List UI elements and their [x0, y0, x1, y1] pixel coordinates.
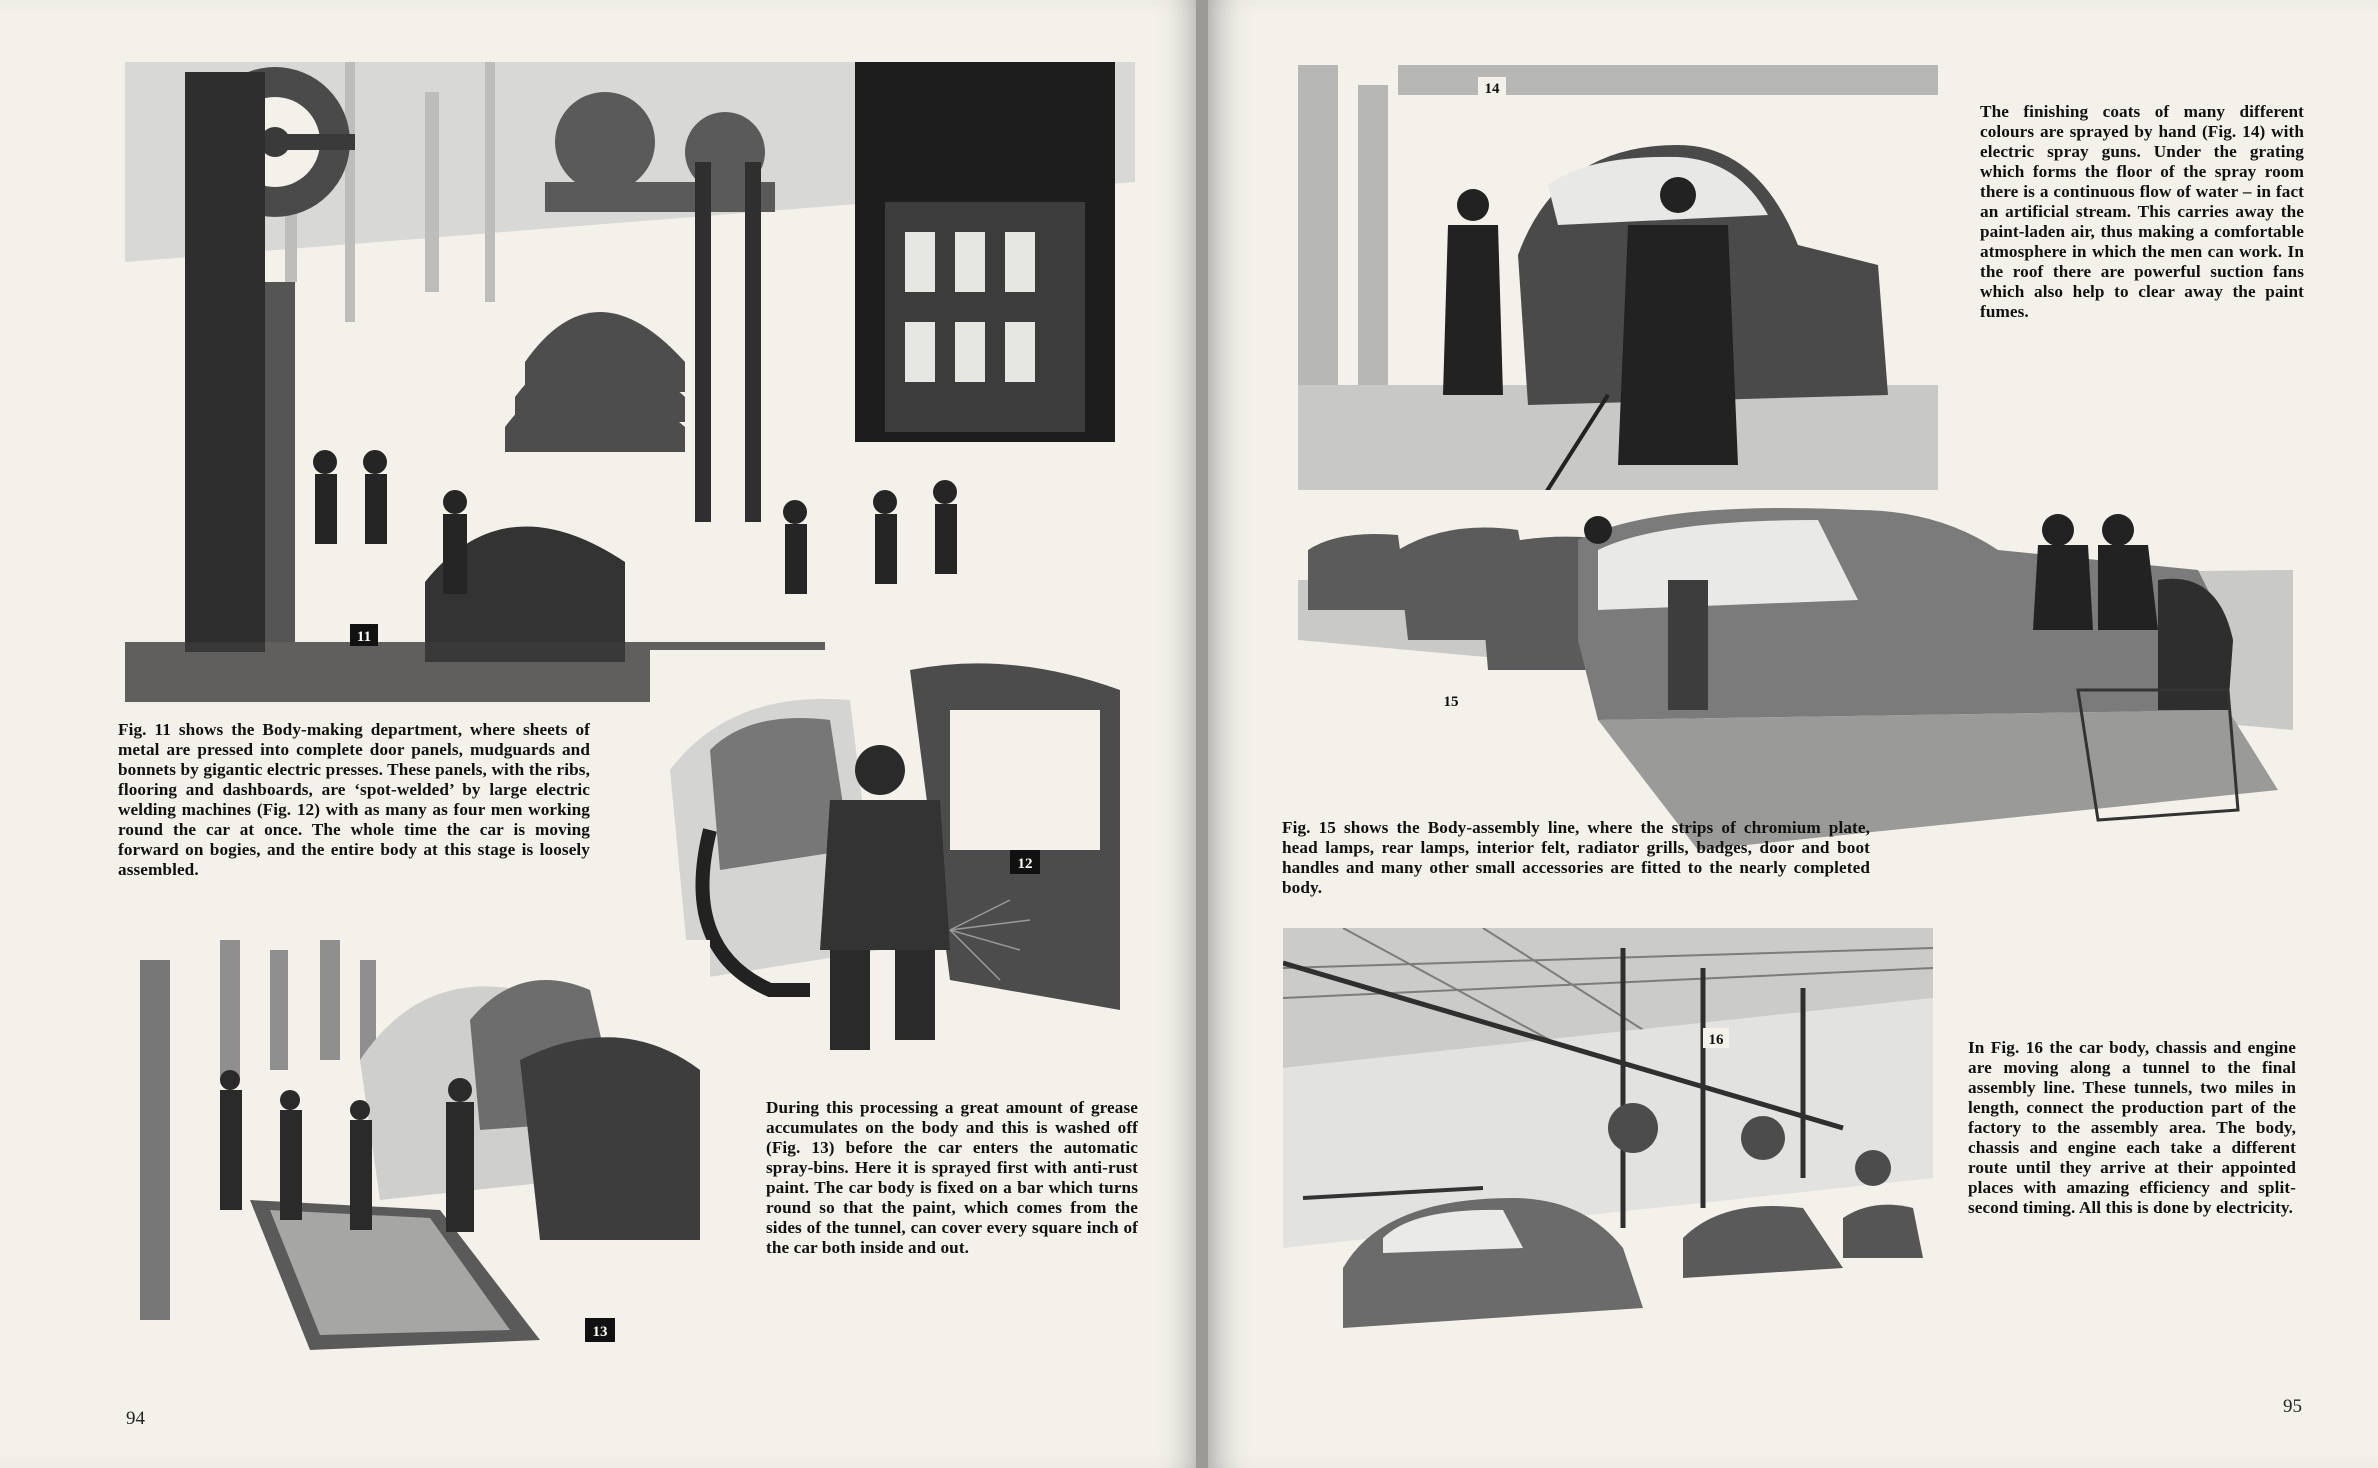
figure-12-label: 12 — [1017, 856, 1033, 872]
figure-14-label: 14 — [1484, 81, 1500, 97]
figure-16-caption: In Fig. 16 the car body, chassis and engine are moving along a tunnel to the final assembly line. These tunnels, two miles in length, connect the production part of the factory to the assembly area. The body, chassis and engine each take a different route until they arrive at their appointed places with amazing efficiency and split-second timing. All this is done by electricity. — [1968, 1038, 2296, 1217]
figure-13-label: 13 — [592, 1324, 608, 1340]
figure-11-illustration — [125, 62, 1135, 702]
figure-13-caption: During this processing a great amount of grease accumulates on the body and this is washed off (Fig. 13) before the car enters the automatic spray-bins. Here it is sprayed first with anti-rust paint. The car body is fixed on a bar which turns round so that the paint, which comes from the sides of the tunnel, can cover every square inch of the car both inside and out. — [766, 1098, 1138, 1257]
figure-15-label: 15 — [1443, 694, 1459, 710]
figure-13-illustration — [140, 940, 710, 1360]
figure-14-caption: The finishing coats of many different colours are sprayed by hand (Fig. 14) with electric spray guns. Under the grating which forms the floor of the spray room there is a continuous flow of water – in fact an artificial stream. This carries away the paint-laden air, thus making a comfortable atmosphere in which the men can work. In the roof there are powerful suction fans which also help to clear away the paint fumes. — [1980, 102, 2304, 321]
left-page-number: 94 — [126, 1408, 145, 1429]
figure-12-illustration — [650, 650, 1135, 1060]
figure-14-illustration — [1298, 65, 1938, 510]
figure-15-caption: Fig. 15 shows the Body-assembly line, where the strips of chromium plate, head lamps, rear lamps, interior felt, radiator grills, badges, door and boot handles and many other small accessories are fitted to the nearly completed body. — [1282, 818, 1870, 897]
figure-16-label: 16 — [1708, 1032, 1724, 1048]
figure-11-caption: Fig. 11 shows the Body-making department, where sheets of metal are pressed into complete door panels, mudguards and bonnets by gigantic electric presses. These panels, with the ribs, flooring and dashboards, are ‘spot-welded’ by large electric welding machines (Fig. 12) with as many as four men working round the car at once. The whole time the car is moving forward on bogies, and the entire body at this stage is loosely assembled. — [118, 720, 590, 879]
right-page-number: 95 — [2283, 1396, 2302, 1417]
figure-11-label: 11 — [356, 629, 372, 645]
figure-16-illustration — [1283, 928, 1933, 1396]
